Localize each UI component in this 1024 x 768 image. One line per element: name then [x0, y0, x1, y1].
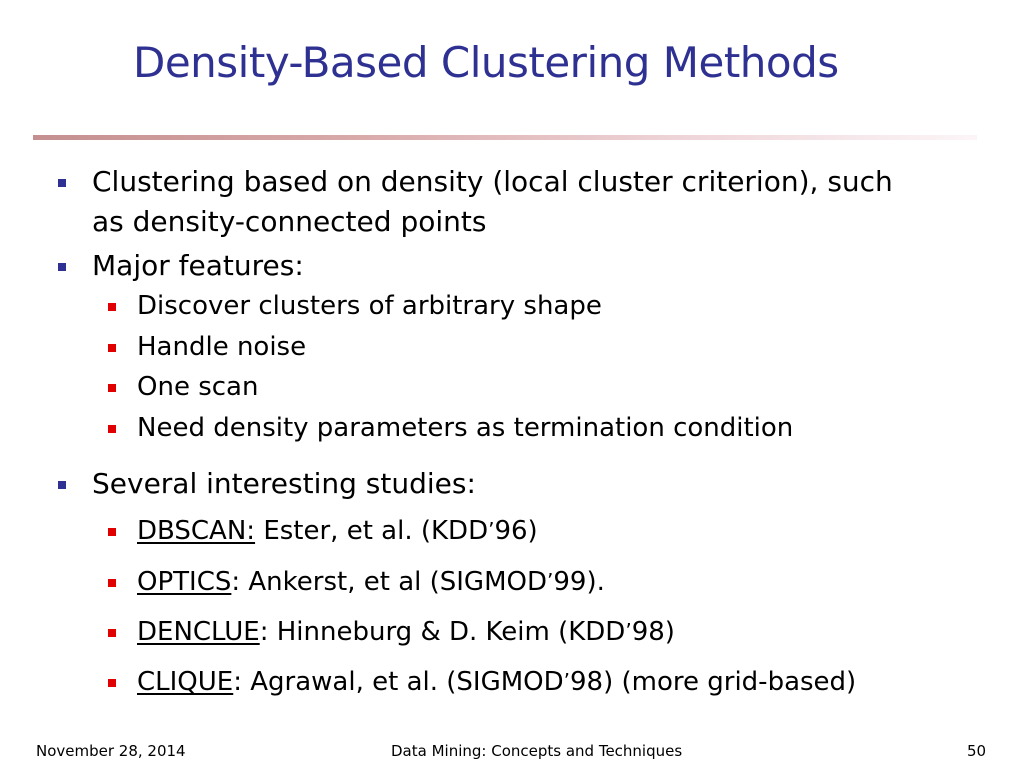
bullet-text: Major features:	[92, 249, 304, 282]
sub-bullet-item	[137, 408, 793, 448]
study-link-dbscan[interactable]: DBSCAN:	[137, 516, 256, 546]
sub-bullet-text: One scan	[137, 372, 259, 402]
footer-date: November 28, 2014	[36, 742, 186, 760]
square-bullet-icon	[108, 303, 116, 311]
study-citation: Ester, et al. (KDD	[255, 516, 489, 546]
square-bullet-icon	[108, 344, 116, 352]
sub-bullet-item	[137, 286, 602, 326]
square-bullet-icon	[108, 679, 116, 687]
study-year: 98)	[631, 617, 675, 647]
study-link-denclue[interactable]: DENCLUE	[137, 617, 260, 647]
slide-title: Density-Based Clustering Methods	[133, 38, 839, 87]
sub-bullet-text: Discover clusters of arbitrary shape	[137, 291, 602, 321]
square-bullet-icon	[108, 528, 116, 536]
study-year: 99).	[553, 567, 605, 597]
study-citation: : Agrawal, et al. (SIGMOD	[233, 667, 564, 697]
bullet-text: Several interesting studies:	[92, 467, 476, 500]
study-citation: : Hinneburg & D. Keim (KDD	[259, 617, 626, 647]
apostrophe: ’	[563, 669, 571, 693]
square-bullet-icon	[58, 263, 66, 271]
sub-bullet-text: Handle noise	[137, 332, 307, 362]
sub-bullet-item	[137, 510, 538, 551]
square-bullet-icon	[58, 481, 66, 489]
bullet-item	[92, 162, 893, 202]
study-link-optics[interactable]: OPTICS	[137, 567, 232, 597]
square-bullet-icon	[108, 579, 116, 587]
bullet-item	[92, 246, 304, 286]
apostrophe: ’	[547, 569, 554, 593]
sub-bullet-text: Need density parameters as termination condition	[137, 413, 794, 443]
footer-course: Data Mining: Concepts and Techniques	[391, 742, 683, 760]
sub-bullet-item	[137, 367, 258, 407]
square-bullet-icon	[58, 179, 66, 187]
square-bullet-icon	[108, 629, 116, 637]
sub-bullet-item	[137, 561, 605, 602]
sub-bullet-item	[137, 327, 306, 367]
bullet-item	[92, 464, 476, 504]
footer-page-number: 50	[967, 742, 987, 760]
sub-bullet-item	[137, 661, 856, 702]
apostrophe: ’	[625, 619, 632, 643]
sub-bullet-item	[137, 611, 675, 652]
study-citation: : Ankerst, et al (SIGMOD	[231, 567, 547, 597]
square-bullet-icon	[108, 425, 116, 433]
study-link-clique[interactable]: CLIQUE	[137, 667, 234, 697]
square-bullet-icon	[108, 384, 116, 392]
bullet-continuation	[92, 202, 486, 242]
apostrophe: ’	[488, 518, 495, 542]
study-year: 98) (more grid-based)	[570, 667, 857, 697]
bullet-text: as density-connected points	[92, 205, 487, 238]
study-year: 96)	[494, 516, 538, 546]
bullet-text: Clustering based on density (local cluster criterion), such	[92, 165, 893, 198]
